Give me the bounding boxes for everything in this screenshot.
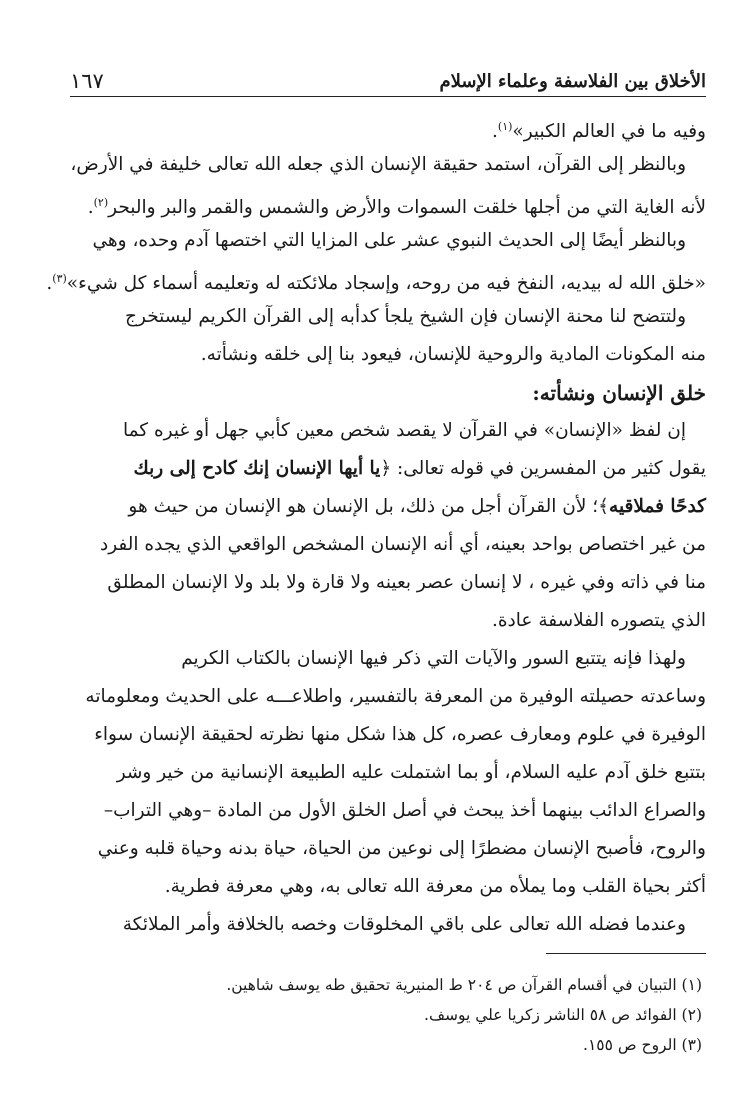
quran-verse: يا أيها الإنسان إنك كادح إلى ربك: [133, 458, 381, 479]
text-line: ولتتضح لنا محنة الإنسان فإن الشيخ يلجأ كدأبه إلى القرآن الكريم ليستخرج: [125, 306, 686, 327]
text-line: أكثر بحياة القلب وما يملأه من معرفة الله تعالى به، وهي معرفة فطرية.: [164, 876, 706, 897]
text-line: وساعدته حصيلته الوفيرة من المعرفة بالتفسير، واطلاعـــه على الحديث ومعلوماته: [85, 686, 706, 707]
text-line: منا في ذاته وفي غيره ، لا إنسان عصر بعينه ولا قارة ولا بلد ولا الإنسان المطلق: [107, 572, 706, 593]
footnote: (١) التبيان في أقسام القرآن ص ٢٠٤ ط المنيرية تحقيق طه يوسف شاهين.: [226, 976, 702, 994]
body-text: [46, 108, 706, 944]
text-line: لأنه الغاية التي من أجلها خلقت السموات والأرض والشمس والقمر والبر والبحر$^{(٢)}$.: [87, 196, 706, 219]
page-number: ١٦٧: [70, 69, 104, 93]
text-line: ولهذا فإنه يتتبع السور والآيات التي ذكر فيها الإنسان بالكتاب الكريم: [181, 648, 686, 669]
text-line: الوفيرة في علوم ومعارف عصره، كل هذا شكل منها نظرته لحقيقة الإنسان سواء: [94, 724, 706, 745]
text-line: والروح، فأصبح الإنسان مضطرًا إلى نوعين من الحياة، حياة بدنه وحياة قلبه وعني: [97, 838, 706, 859]
text-line: كدحًا فملاقيه﴾؛ لأن القرآن أجل من ذلك، بل الإنسان هو الإنسان من حيث هو: [128, 496, 706, 517]
footnotes: [70, 970, 706, 1060]
text-line: بتتبع خلق آدم عليه السلام، أو بما اشتملت عليه الطبيعة الإنسانية من خير وشر: [116, 762, 706, 783]
quran-verse: كدحًا فملاقيه: [609, 496, 706, 517]
footnote-separator: [546, 953, 706, 954]
text-line: والصراع الدائب بينهما أخذ يبحث في أصل الخلق الأول من المادة –وهي التراب–: [103, 800, 706, 821]
text-line: من غير اختصاص بواحد بعينه، أي أنه الإنسان المشخص الواقعي الذي يجده الفرد: [99, 534, 706, 555]
text-line: وبالنظر أيضًا إلى الحديث النبوي عشر على المزايا التي اختصها آدم وحده، وهي: [92, 230, 686, 251]
page-header: [70, 62, 706, 97]
footnote: (٢) الفوائد ص ٥٨ الناشر زكريا علي يوسف.: [424, 1006, 702, 1024]
running-title: الأخلاق بين الفلاسفة وعلماء الإسلام: [439, 71, 706, 92]
text-line: يقول كثير من المفسرين في قوله تعالى: ﴿يا أيها الإنسان إنك كادح إلى ربك: [133, 458, 706, 479]
text-line: الذي يتصوره الفلاسفة عادة.: [491, 610, 706, 631]
text-line: إن لفظ «الإنسان» في القرآن لا يقصد شخص معين كأبي جهل أو غيره كما: [122, 420, 686, 441]
footnote: (٣) الروح ص ١٥٥.: [583, 1036, 702, 1054]
text-line: وعندما فضله الله تعالى على باقي المخلوقات وخصه بالخلافة وأمر الملائكة: [122, 914, 686, 935]
section-heading: خلق الإنسان ونشأته:: [532, 381, 706, 405]
text-line: وبالنظر إلى القرآن، استمد حقيقة الإنسان الذي جعله الله تعالى خليفة في الأرض،: [70, 154, 686, 175]
text-line: «خلق الله له بيديه، النفخ فيه من روحه، وإسجاد ملائكته له وتعليمه أسماء كل شيء»$^{(٣)}$.: [46, 272, 706, 295]
text-line: منه المكونات المادية والروحية للإنسان، فيعود بنا إلى خلقه ونشأته.: [200, 344, 706, 365]
text-line: وفيه ما في العالم الكبير»$^{(١)}$.: [492, 120, 706, 143]
